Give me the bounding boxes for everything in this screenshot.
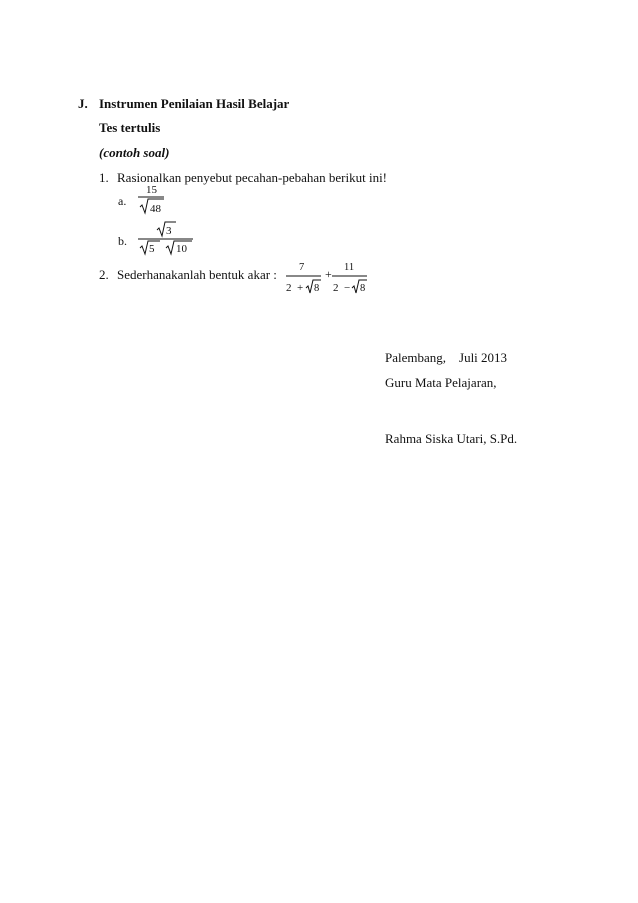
term1-den-left: 2 <box>286 282 292 294</box>
signature-name: Rahma Siska Utari, S.Pd. <box>385 431 518 446</box>
signature-role: Guru Mata Pelajaran, <box>385 375 497 390</box>
item-a-numerator: 15 <box>146 184 157 196</box>
item-b-label: b. <box>118 234 127 248</box>
item-a-sqrt-sign <box>140 199 164 213</box>
item-b-numerator-radicand: 3 <box>166 225 172 237</box>
signature-place-date: Palembang, Juli 2013 <box>385 350 508 365</box>
term1-numerator: 7 <box>299 262 305 273</box>
section-title: Instrumen Penilaian Hasil Belajar <box>99 96 290 111</box>
term2-numerator: 11 <box>344 262 355 273</box>
term2-den-radicand: 8 <box>360 283 366 294</box>
item-b-denominator-radicand-2: 10 <box>176 243 187 255</box>
item-a-label: a. <box>118 194 127 208</box>
question-2-text: Sederhanakanlah bentuk akar : <box>117 267 277 282</box>
item-a-denominator-radicand: 48 <box>150 203 161 215</box>
term2-sqrt-sign <box>352 280 367 293</box>
term1-den-op: + <box>297 282 304 294</box>
term1-den-radicand: 8 <box>314 283 320 294</box>
term2-den-op: − <box>344 282 351 294</box>
section-note: (contoh soal) <box>99 145 170 160</box>
term1-sqrt-sign <box>306 280 321 293</box>
question-1-text: Rasionalkan penyebut pecahan-pebahan berikut ini! <box>117 170 388 185</box>
section-subtitle: Tes tertulis <box>99 120 161 135</box>
section-letter: J. <box>78 96 88 111</box>
item-b-num-sqrt-sign <box>157 222 176 236</box>
expression-operator: + <box>325 267 332 281</box>
item-b-den-sqrt-sign-1 <box>140 241 160 254</box>
item-b-denominator-radicand-1: 5 <box>149 243 155 255</box>
question-2-number: 2. <box>99 267 109 282</box>
term2-den-left: 2 <box>333 282 339 294</box>
item-b-den-sqrt-sign-2 <box>166 241 192 254</box>
question-1-number: 1. <box>99 170 109 185</box>
